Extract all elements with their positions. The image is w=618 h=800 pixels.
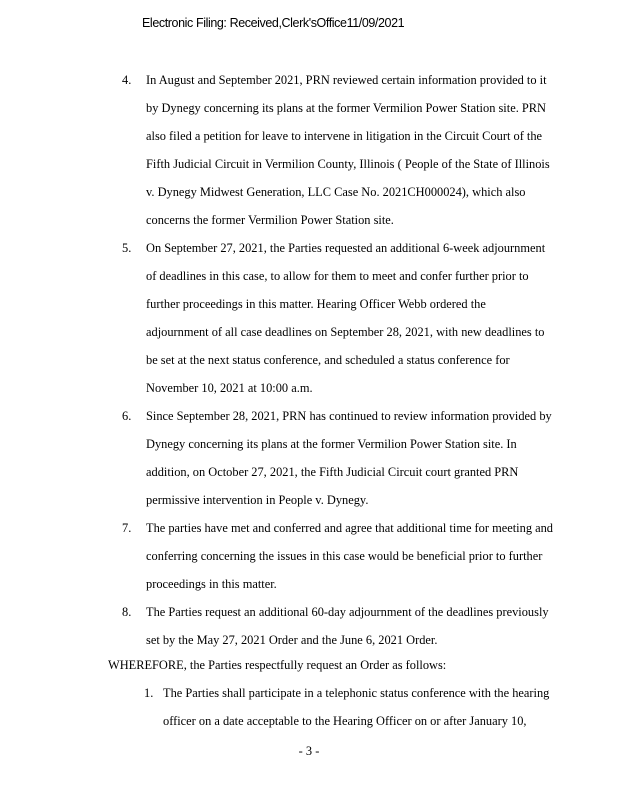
text-line: In August and September 2021, PRN reviewed certain information provided to it (146, 73, 547, 87)
text-line: Dynegy concerning its plans at the former Vermilion Power Station site. In (146, 437, 517, 451)
paragraph-number: 4. (122, 73, 132, 87)
text-line: concerns the former Vermilion Power Station site. (146, 213, 394, 227)
paragraph-8 (122, 598, 549, 654)
text-line: Since September 28, 2021, PRN has continued to review information provided by (146, 409, 552, 423)
order-item-text (163, 679, 554, 735)
text-line: be set at the next status conference, and scheduled a status conference for (146, 353, 510, 367)
text-line: set by the May 27, 2021 Order and the June 6, 2021 Order. (146, 633, 438, 647)
paragraph-5 (122, 234, 546, 402)
text-line: adjournment of all case deadlines on September 28, 2021, with new deadlines to (146, 325, 545, 339)
text-line: officer on a date acceptable to the Hearing Officer on or after January 10, (163, 714, 527, 728)
text-line: v. Dynegy Midwest Generation, LLC Case No. 2021CH000024), which also (146, 185, 526, 199)
text-line: addition, on October 27, 2021, the Fifth Judicial Circuit court granted PRN (146, 465, 519, 479)
paragraph-6 (122, 402, 552, 514)
text-line: November 10, 2021 at 10:00 a.m. (146, 381, 313, 395)
paragraph-number: 8. (122, 605, 132, 619)
paragraph-text (146, 234, 546, 402)
paragraph-4 (122, 66, 550, 234)
text-line: by Dynegy concerning its plans at the former Vermilion Power Station site. PRN (146, 101, 546, 115)
paragraph-number: 5. (122, 241, 132, 255)
text-line: Fifth Judicial Circuit in Vermilion County, Illinois ( People of the State of Illinois (146, 157, 550, 171)
paragraph-number: 6. (122, 409, 132, 423)
order-item-number: 1. (144, 686, 154, 700)
text-line: proceedings in this matter. (146, 577, 277, 591)
wherefore-clause: WHEREFORE, the Parties respectfully request an Order as follows: (108, 658, 447, 672)
text-line: The Parties shall participate in a telephonic status conference with the hearing (163, 686, 550, 700)
text-line: also filed a petition for leave to intervene in litigation in the Circuit Court of the (146, 129, 543, 143)
text-line: further proceedings in this matter. Hearing Officer Webb ordered the (146, 297, 486, 311)
order-item-1 (144, 679, 554, 735)
text-line: conferring concerning the issues in this case would be beneficial prior to further (146, 549, 543, 563)
paragraph-text (146, 514, 553, 598)
filing-stamp: Electronic Filing: Received,Clerk'sOffice11/09/2021 (142, 16, 405, 30)
text-line: The Parties request an additional 60-day adjournment of the deadlines previously (146, 605, 549, 619)
paragraph-text (146, 402, 552, 514)
page-number: - 3 - (298, 744, 320, 758)
text-line: On September 27, 2021, the Parties requested an additional 6-week adjournment (146, 241, 546, 255)
paragraph-7 (122, 514, 553, 598)
text-line: The parties have met and conferred and agree that additional time for meeting and (146, 521, 553, 535)
paragraph-text (146, 598, 549, 654)
text-line: of deadlines in this case, to allow for them to meet and confer further prior to (146, 269, 529, 283)
text-line: permissive intervention in People v. Dynegy. (146, 493, 369, 507)
paragraph-text (146, 66, 550, 234)
paragraph-number: 7. (122, 521, 132, 535)
